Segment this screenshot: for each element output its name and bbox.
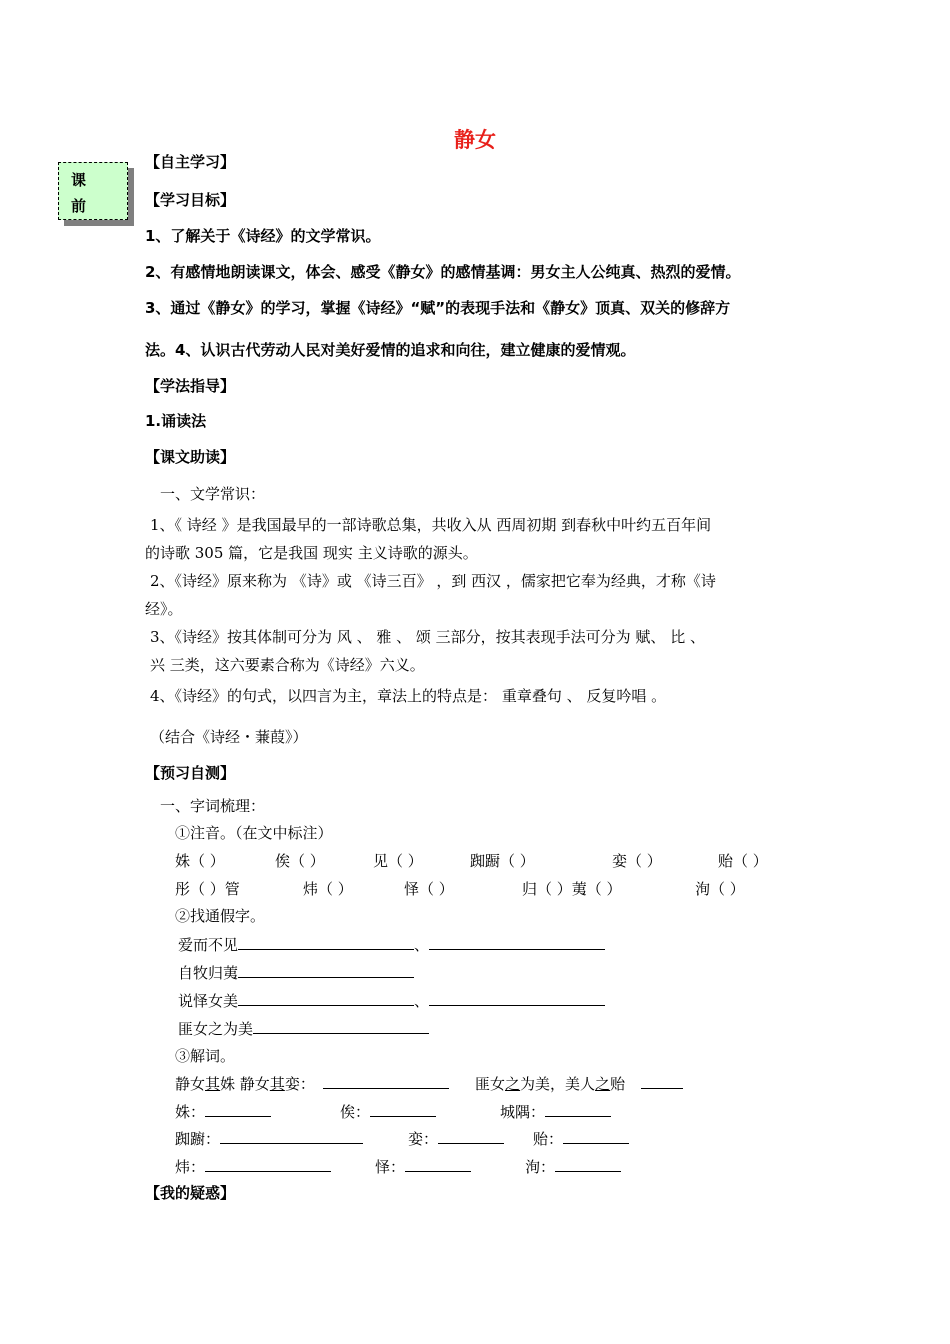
literature-4: 4、《诗经》的句式，以四言为主，章法上的特点是： 重章叠句 、 反复吟唱 。 <box>150 687 667 705</box>
page-title: 静女 <box>454 128 496 152</box>
loan-title: ②找通假字。 <box>175 907 266 925</box>
answer-blank[interactable] <box>323 1074 449 1089</box>
literature-3a: 3、《诗经》按其体制可分为 风 、 雅 、 颂 三部分，按其表现手法可分为 赋、 比 、 <box>150 628 705 646</box>
answer-blank[interactable] <box>563 1129 629 1144</box>
method-1: 1.诵读法 <box>145 412 207 430</box>
header-method-guide: 【学法指导】 <box>145 377 236 395</box>
phonetic-item: 归（ ）荑（ ） <box>522 880 622 898</box>
phonetic-item: 彤（ ）管 <box>175 880 240 898</box>
phonetic-item: 踟蹰（ ） <box>470 852 535 870</box>
header-preview-test: 【预习自测】 <box>145 764 236 782</box>
answer-blank[interactable] <box>253 1019 429 1034</box>
word-shu: 姝： <box>175 1101 271 1122</box>
phonetic-item: 洵（ ） <box>695 880 745 898</box>
explain-title: ③解词。 <box>175 1047 236 1065</box>
badge-char-1: 课 <box>71 171 87 189</box>
answer-blank[interactable] <box>205 1102 271 1117</box>
literature-3b: 兴 三类，这六要素合称为《诗经》六义。 <box>150 656 425 674</box>
phonetic-item: 娈（ ） <box>612 852 662 870</box>
phonetic-item: 见（ ） <box>373 852 423 870</box>
phonetic-title: ①注音。（在文中标注） <box>175 824 333 842</box>
explain-row-1: 静女其姝 静女其娈： <box>175 1073 449 1094</box>
word-cheng: 城隅： <box>500 1101 611 1122</box>
answer-blank[interactable] <box>220 1129 363 1144</box>
goal-1: 1、了解关于《诗经》的文学常识。 <box>145 227 381 245</box>
literature-1a: 1、《 诗经 》是我国最早的一部诗歌总集，共收入从 西周初期 到春秋中叶约五百年间 <box>150 516 712 534</box>
literature-heading: 一、文学常识： <box>160 485 266 503</box>
goal-4: 法。4、认识古代劳动人民对美好爱情的追求和向往，建立健康的爱情观。 <box>145 341 636 359</box>
loan-word: 爱而不见 <box>178 936 239 954</box>
answer-blank[interactable] <box>545 1102 611 1117</box>
header-text-help: 【课文助读】 <box>145 448 236 466</box>
literature-1b: 的诗歌 305 篇，它是我国 现实 主义诗歌的源头。 <box>145 544 478 562</box>
word-luan: 娈： <box>408 1128 504 1149</box>
loan-word: 匪女之为美 <box>178 1020 254 1038</box>
answer-blank[interactable] <box>205 1157 331 1172</box>
phonetic-item: 贻（ ） <box>718 852 768 870</box>
answer-blank[interactable] <box>238 935 414 950</box>
literature-2a: 2、《诗经》原来称为 《诗》或 《诗三百》 ，到 西汉 ，儒家把它奉为经典，才称《诗 <box>150 572 716 590</box>
word-si: 俟： <box>340 1101 436 1122</box>
phonetic-item: 俟（ ） <box>275 852 325 870</box>
goal-2: 2、有感情地朗读课文，体会、感受《静女》的感情基调：男女主人公纯真、热烈的爱情。 <box>145 263 741 281</box>
word-yi2: 怿： <box>375 1156 471 1177</box>
loan-word: 说怿女美 <box>178 992 239 1010</box>
section-badge <box>58 162 128 220</box>
badge-char-2: 前 <box>71 197 87 215</box>
loan-row <box>178 962 414 983</box>
loan-word: 自牧归荑 <box>178 964 239 982</box>
answer-blank[interactable] <box>429 935 605 950</box>
answer-blank[interactable] <box>555 1157 621 1172</box>
loan-row <box>178 1018 429 1039</box>
phonetic-item: 姝（ ） <box>175 852 225 870</box>
header-doubts: 【我的疑惑】 <box>145 1184 236 1202</box>
goal-3: 3、通过《静女》的学习，掌握《诗经》“赋”的表现手法和《静女》顶真、双关的修辞方 <box>145 299 731 317</box>
answer-blank[interactable] <box>438 1129 504 1144</box>
loan-row <box>178 934 605 955</box>
explain-row-2: 匪女之为美，美人之贻 <box>475 1073 683 1094</box>
literature-2b: 经》。 <box>145 600 183 618</box>
answer-blank[interactable] <box>370 1102 436 1117</box>
word-yi: 贻： <box>533 1128 629 1149</box>
answer-blank[interactable] <box>238 963 414 978</box>
answer-blank[interactable] <box>405 1157 471 1172</box>
word-chichu: 踟躕： <box>175 1128 363 1149</box>
preview-heading: 一、字词梳理： <box>160 797 266 815</box>
word-wei: 炜： <box>175 1156 331 1177</box>
separator: 、 <box>414 936 430 954</box>
literature-5: （结合《诗经・蒹葭》） <box>150 728 308 746</box>
separator: 、 <box>414 992 430 1010</box>
loan-row <box>178 990 605 1011</box>
answer-blank[interactable] <box>641 1074 683 1089</box>
answer-blank[interactable] <box>429 991 605 1006</box>
header-goals: 【学习目标】 <box>145 191 236 209</box>
answer-blank[interactable] <box>238 991 414 1006</box>
word-xun: 洵： <box>525 1156 621 1177</box>
phonetic-item: 炜（ ） <box>303 880 353 898</box>
phonetic-item: 怿（ ） <box>404 880 454 898</box>
header-self-study: 【自主学习】 <box>145 153 236 171</box>
